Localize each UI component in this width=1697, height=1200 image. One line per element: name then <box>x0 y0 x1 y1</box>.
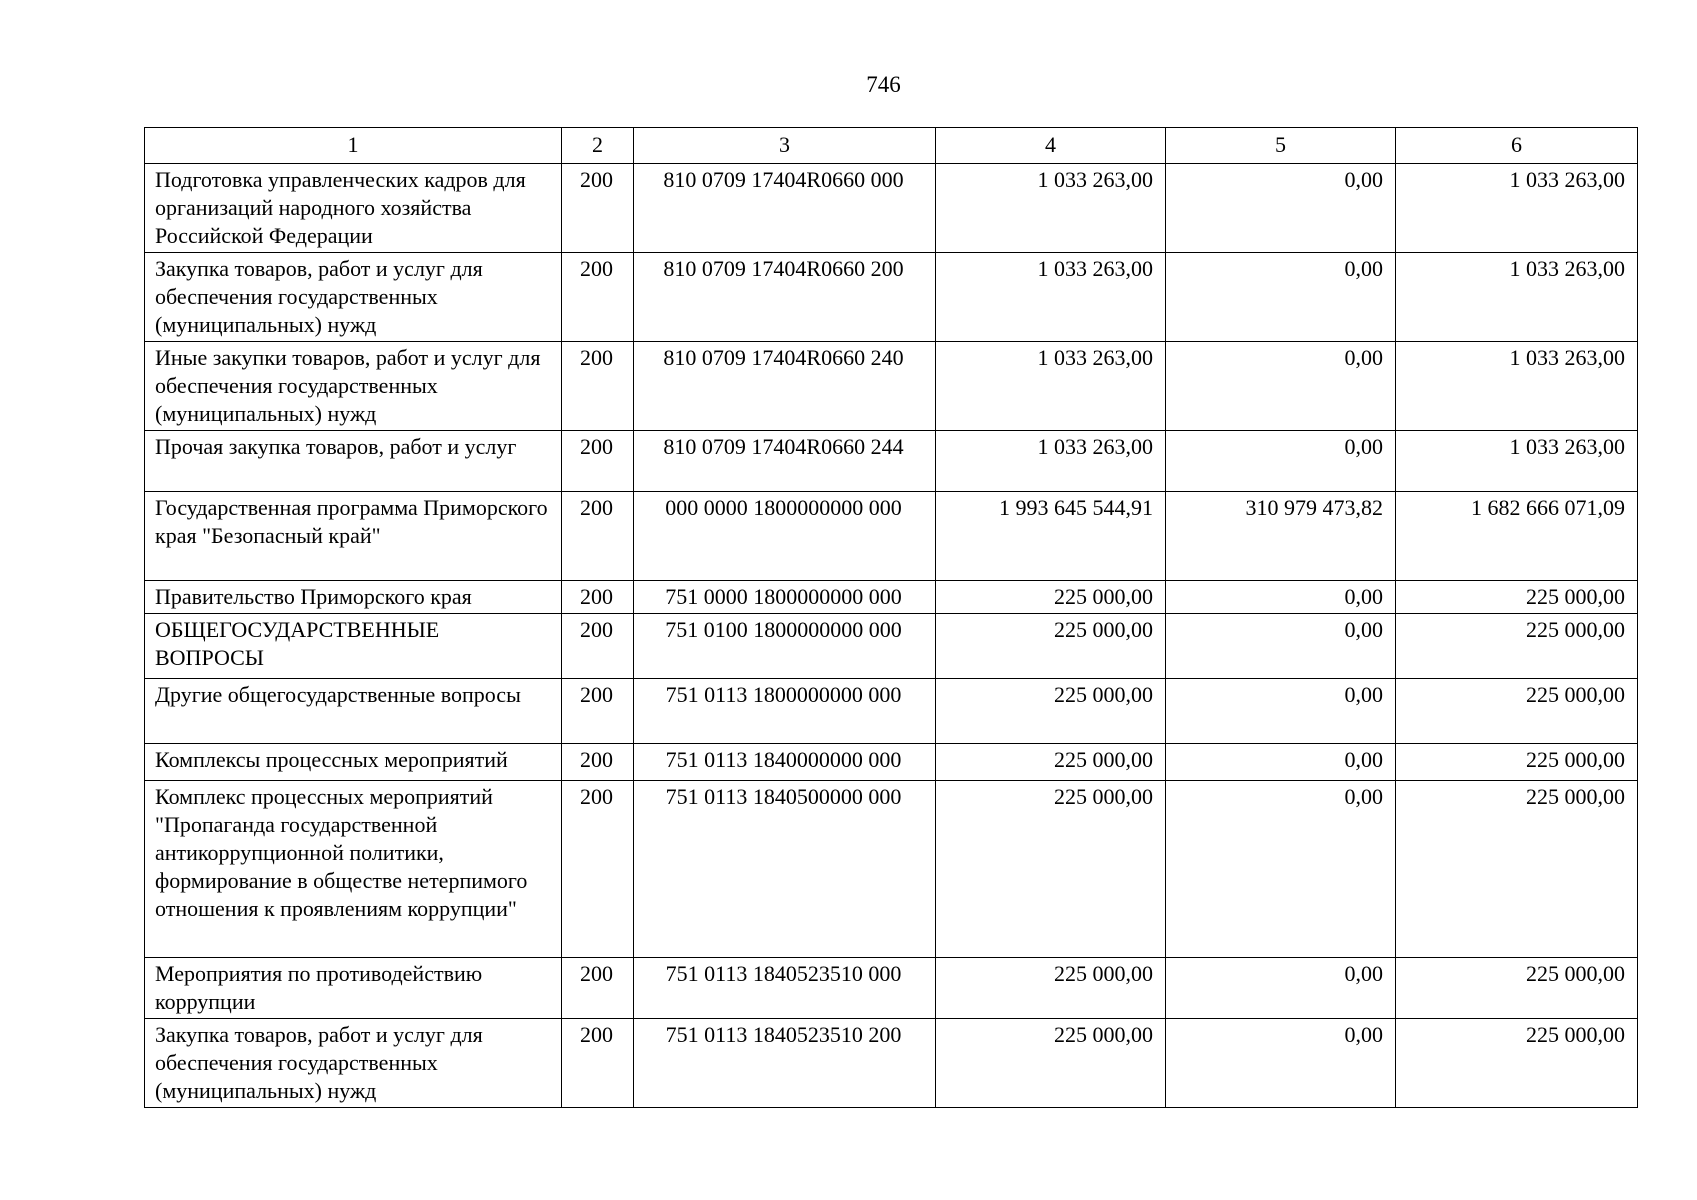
row-col4: 225 000,00 <box>936 958 1166 1019</box>
table-row <box>145 253 1638 342</box>
row-name: Комплекс процессных мероприятий "Пропаганда государственной антикоррупционной политики, формирование в обществе нетерпимого отношения к проявлениям коррупции" <box>145 781 562 958</box>
row-code: 751 0100 1800000000 000 <box>634 614 936 679</box>
table-row <box>145 744 1638 781</box>
row-code: 751 0113 1840523510 200 <box>634 1019 936 1108</box>
table-row <box>145 164 1638 253</box>
row-col4: 1 033 263,00 <box>936 342 1166 431</box>
row-col5: 0,00 <box>1166 1019 1396 1108</box>
row-col4: 1 033 263,00 <box>936 253 1166 342</box>
row-col6: 225 000,00 <box>1396 614 1638 679</box>
row-col6: 225 000,00 <box>1396 679 1638 744</box>
row-name: Комплексы процессных мероприятий <box>145 744 562 781</box>
row-code: 810 0709 17404R0660 240 <box>634 342 936 431</box>
row-col4: 225 000,00 <box>936 581 1166 614</box>
row-col6: 1 682 666 071,09 <box>1396 492 1638 581</box>
row-col4: 225 000,00 <box>936 1019 1166 1108</box>
table-header-row <box>145 128 1638 164</box>
row-code: 751 0113 1840500000 000 <box>634 781 936 958</box>
row-col5: 0,00 <box>1166 744 1396 781</box>
row-col6: 1 033 263,00 <box>1396 342 1638 431</box>
row-col2: 200 <box>562 1019 634 1108</box>
row-col4: 225 000,00 <box>936 781 1166 958</box>
row-col2: 200 <box>562 744 634 781</box>
row-code: 751 0000 1800000000 000 <box>634 581 936 614</box>
row-col6: 225 000,00 <box>1396 744 1638 781</box>
row-col6: 225 000,00 <box>1396 581 1638 614</box>
table-row <box>145 781 1638 958</box>
table-row <box>145 1019 1638 1108</box>
row-col5: 0,00 <box>1166 679 1396 744</box>
row-col6: 1 033 263,00 <box>1396 164 1638 253</box>
table-row <box>145 614 1638 679</box>
row-col6: 225 000,00 <box>1396 1019 1638 1108</box>
row-col2: 200 <box>562 679 634 744</box>
row-col5: 0,00 <box>1166 431 1396 492</box>
row-col4: 225 000,00 <box>936 614 1166 679</box>
row-col2: 200 <box>562 581 634 614</box>
row-name: Другие общегосударственные вопросы <box>145 679 562 744</box>
row-name: Мероприятия по противодействию коррупции <box>145 958 562 1019</box>
row-col2: 200 <box>562 492 634 581</box>
column-header: 1 <box>145 128 562 164</box>
row-col5: 0,00 <box>1166 781 1396 958</box>
row-code: 810 0709 17404R0660 200 <box>634 253 936 342</box>
row-code: 751 0113 1840000000 000 <box>634 744 936 781</box>
page-number: 746 <box>866 72 901 97</box>
table-row <box>145 492 1638 581</box>
row-name: Прочая закупка товаров, работ и услуг <box>145 431 562 492</box>
column-header: 2 <box>562 128 634 164</box>
row-col5: 0,00 <box>1166 164 1396 253</box>
row-col6: 1 033 263,00 <box>1396 253 1638 342</box>
row-name: Закупка товаров, работ и услуг для обеспечения государственных (муниципальных) нужд <box>145 253 562 342</box>
row-name: Подготовка управленческих кадров для организаций народного хозяйства Российской Федерации <box>145 164 562 253</box>
table-row <box>145 431 1638 492</box>
row-name: Правительство Приморского края <box>145 581 562 614</box>
row-col5: 0,00 <box>1166 253 1396 342</box>
row-col4: 1 033 263,00 <box>936 164 1166 253</box>
row-name: Иные закупки товаров, работ и услуг для обеспечения государственных (муниципальных) нужд <box>145 342 562 431</box>
row-col5: 0,00 <box>1166 342 1396 431</box>
row-col2: 200 <box>562 164 634 253</box>
row-col4: 225 000,00 <box>936 679 1166 744</box>
row-code: 810 0709 17404R0660 000 <box>634 164 936 253</box>
row-code: 810 0709 17404R0660 244 <box>634 431 936 492</box>
row-name: ОБЩЕГОСУДАРСТВЕННЫЕ ВОПРОСЫ <box>145 614 562 679</box>
row-col5: 0,00 <box>1166 614 1396 679</box>
table-row <box>145 958 1638 1019</box>
row-col5: 310 979 473,82 <box>1166 492 1396 581</box>
column-header: 4 <box>936 128 1166 164</box>
row-col2: 200 <box>562 781 634 958</box>
table-row <box>145 679 1638 744</box>
row-col2: 200 <box>562 958 634 1019</box>
row-code: 751 0113 1840523510 000 <box>634 958 936 1019</box>
column-header: 6 <box>1396 128 1638 164</box>
row-col2: 200 <box>562 614 634 679</box>
row-col5: 0,00 <box>1166 958 1396 1019</box>
column-header: 3 <box>634 128 936 164</box>
row-code: 751 0113 1800000000 000 <box>634 679 936 744</box>
row-col2: 200 <box>562 342 634 431</box>
row-name: Закупка товаров, работ и услуг для обеспечения государственных (муниципальных) нужд <box>145 1019 562 1108</box>
row-col2: 200 <box>562 253 634 342</box>
row-col4: 1 993 645 544,91 <box>936 492 1166 581</box>
table-row <box>145 342 1638 431</box>
budget-table <box>144 127 1638 1108</box>
row-code: 000 0000 1800000000 000 <box>634 492 936 581</box>
row-col2: 200 <box>562 431 634 492</box>
row-name: Государственная программа Приморского края "Безопасный край" <box>145 492 562 581</box>
column-header: 5 <box>1166 128 1396 164</box>
row-col6: 1 033 263,00 <box>1396 431 1638 492</box>
row-col6: 225 000,00 <box>1396 781 1638 958</box>
row-col4: 225 000,00 <box>936 744 1166 781</box>
table-row <box>145 581 1638 614</box>
row-col6: 225 000,00 <box>1396 958 1638 1019</box>
row-col4: 1 033 263,00 <box>936 431 1166 492</box>
row-col5: 0,00 <box>1166 581 1396 614</box>
